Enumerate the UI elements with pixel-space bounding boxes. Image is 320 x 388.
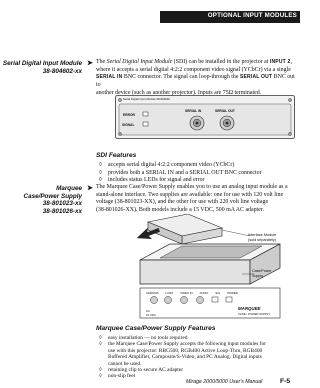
port-label: CHROMA <box>146 291 159 295</box>
signal-led-label: SIGNAL <box>122 123 135 127</box>
sdi-side-heading <box>2 60 82 75</box>
list-item-text: the Marquee Case/Power Supply accepts the following input modules for <box>108 341 266 348</box>
marquee-arrow-icon: ➤ <box>87 185 93 192</box>
list-item-text: includes status LEDs for signal and error <box>108 177 205 184</box>
sdi-body-text <box>96 59 298 98</box>
list-item-text: provides both a SERIAL IN and a SERIAL OUT BNC connector <box>108 169 262 176</box>
sdi-side-heading-part: 38-804602-xx <box>42 67 82 75</box>
port-label: POWER <box>227 291 238 295</box>
bottom-label-vdc: 15 VDC <box>146 313 156 317</box>
bullet-icon: ◊ <box>99 162 102 168</box>
sdi-side-heading-title: Serial Digital Input Module <box>2 60 82 67</box>
bullet-icon: ◊ <box>99 367 102 374</box>
list-item-cont: cannot be used. <box>108 360 142 367</box>
list-item-text: accepts serial digital 4:2:2 component video (YCbCr) <box>108 162 235 168</box>
sdi-body-line: another device (such as another projector). Inputs are 75Ω terminated. <box>96 89 262 96</box>
serial-in-label: SERIAL IN <box>185 109 202 113</box>
marquee-features-list <box>99 335 297 380</box>
error-led-icon <box>143 112 148 116</box>
marquee-brand-sub: CASE / POWER SUPPLY <box>238 312 271 316</box>
footer-manual-title: Mirage 2000/5000 User's Manual <box>186 379 263 385</box>
callout-case-power: Case/Power <box>252 269 272 273</box>
sdi-panel-title: Serial Digital Input Module 38-804602 <box>123 97 170 101</box>
sdi-arrow-icon: ➤ <box>87 60 93 67</box>
marquee-body-line: The Marquee Case/Power Supply enables you to use an analog input module as a <box>96 184 288 190</box>
callout-interface-module-sub: (sold separately) <box>248 238 277 242</box>
marquee-side-heading-line: Case/Power Supply <box>23 192 82 200</box>
serial-out-bnc-icon <box>220 116 234 130</box>
sdi-body-line: where it accepts a serial digital 4:2:2 component video signal (YCbCr) via a single <box>96 66 291 73</box>
marquee-body-line: (38-801026-XX). Both models include a 15 VDC, 500 mA AC adapter. <box>96 207 264 214</box>
list-item-cont: use with this projector: RBG500, RGB400 Active Loop-Thru, RGB400 <box>108 347 263 354</box>
serial-out-label: SERIAL OUT <box>215 109 235 113</box>
callout-case-power-sub: Supply <box>252 274 263 278</box>
marquee-side-heading-line: 38-801026-xx <box>42 207 82 215</box>
sdi-body-line: SERIAL IN BNC connector. The signal can loop-through the SERIAL OUT BNC out to <box>96 74 295 89</box>
marquee-body-line: voltage (38-801023-XX), and the other for use with 220 volt line voltage <box>96 199 269 206</box>
section-title: OPTIONAL INPUT MODULES <box>207 12 297 19</box>
marquee-brand-logo: MARQUEE <box>238 306 261 311</box>
port-label: AUDIO <box>199 291 209 295</box>
error-led-label: ERROR <box>123 113 135 117</box>
marquee-side-heading-line: 38-801023-xx <box>42 200 82 207</box>
port-labels <box>146 291 246 295</box>
bullet-icon: ◊ <box>99 177 102 184</box>
marquee-side-heading <box>2 185 82 215</box>
bullet-icon: ◊ <box>99 169 102 176</box>
bullet-icon: ◊ <box>99 373 102 380</box>
list-item-text: easy installation — no tools required <box>108 335 188 341</box>
list-item-text: non-slip feet <box>108 373 136 380</box>
marquee-body-line: stand-alone interface. Two supplies are available: one for use with 120 volt line <box>96 191 284 198</box>
bottom-label-ac: AC <box>146 309 150 313</box>
bullet-icon: ◊ <box>99 335 102 341</box>
list-item <box>99 162 297 170</box>
port-label: VIDEO IN <box>180 291 193 295</box>
page-number: F-5 <box>280 378 291 385</box>
sdi-module-drawing <box>115 95 295 139</box>
bullet-icon: ◊ <box>99 341 102 348</box>
sdi-features-heading: SDI Features <box>96 152 137 159</box>
sdi-body-line: The Serial Digital Input Module (SDI) can be installed in the projector at INPUT 2, <box>96 59 292 65</box>
callout-interface-module: Interface Module <box>248 233 277 237</box>
signal-led-icon <box>143 122 148 126</box>
port-label: SIG <box>215 291 221 295</box>
serial-in-bnc-icon <box>190 116 204 130</box>
marquee-drawing <box>130 214 298 320</box>
sdi-features-list <box>99 162 297 185</box>
marquee-features-heading: Marquee Case/Power Supply Features <box>96 325 216 332</box>
list-item-cont: Buffered Amplifier, Composite/S-Video, and PC Analog. Digital inputs <box>108 354 262 361</box>
list-item-text: retaining clip to secure AC adapter <box>108 367 183 374</box>
sdi-module-figure <box>115 95 295 139</box>
marquee-side-heading-line: Marquee <box>56 185 82 192</box>
port-label: LUMA <box>165 291 174 295</box>
marquee-figure <box>130 214 298 320</box>
marquee-body-text <box>96 184 298 215</box>
